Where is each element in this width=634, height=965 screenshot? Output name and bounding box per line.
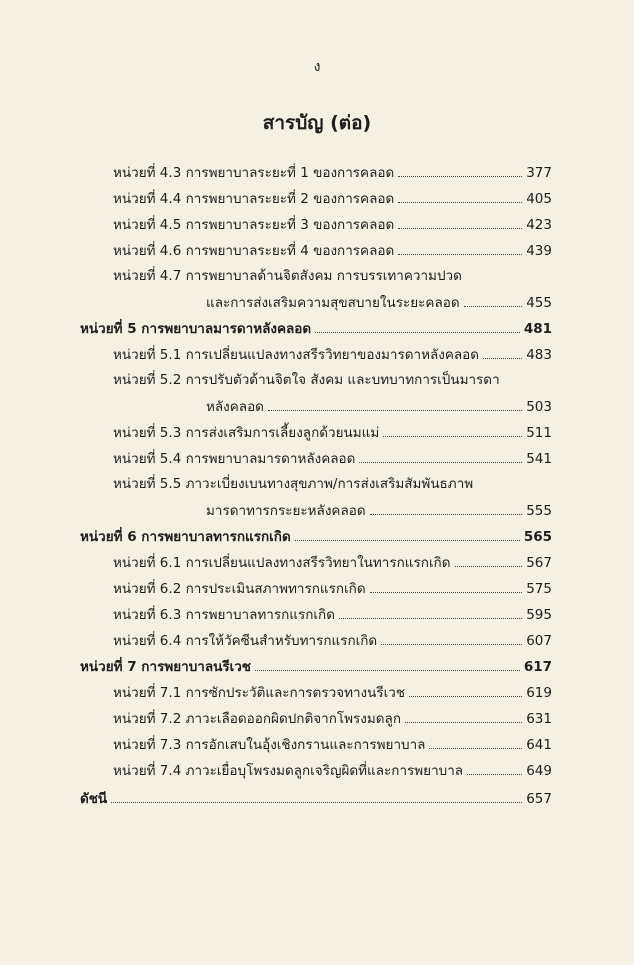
toc-entry [0, 472, 634, 496]
toc-entry [0, 654, 634, 678]
toc-entry-text: หน่วยที่ 5.1 การเปลี่ยนแปลงทางสรีรวิทยาของมารดาหลังคลอด [113, 347, 480, 363]
dot-leader [255, 654, 520, 671]
toc-entry [0, 212, 634, 236]
toc-entry [0, 394, 634, 418]
toc-entry-text: หน่วยที่ 5 การพยาบาลมารดาหลังคลอด [80, 321, 312, 337]
toc-entry [0, 524, 634, 548]
toc-entry-text: มารดาทารกระยะหลังคลอด [206, 503, 366, 519]
dot-leader [405, 706, 522, 723]
toc-entry [0, 420, 634, 444]
toc-entry-page: 555 [526, 503, 552, 519]
toc-entry-text: หน่วยที่ 5.2 การปรับตัวด้านจิตใจ สังคม และบทบาทการเป็นมารดา [113, 372, 500, 388]
toc-entry [0, 238, 634, 262]
toc-entry-page: 641 [526, 737, 552, 753]
toc-entry [0, 602, 634, 626]
page-title: สารบัญ (ต่อ) [262, 112, 372, 134]
toc-entry-text: หน่วยที่ 4.7 การพยาบาลด้านจิตสังคม การบรรเทาความปวด [113, 268, 462, 284]
dot-leader [370, 576, 523, 593]
toc-entry [0, 186, 634, 210]
toc-entry [0, 628, 634, 652]
toc-entry-text: หน่วยที่ 4.3 การพยาบาลระยะที่ 1 ของการคลอด [113, 165, 395, 181]
toc-entry-text: หน่วยที่ 7 การพยาบาลนรีเวช [80, 659, 251, 675]
toc-entry-text: หน่วยที่ 4.5 การพยาบาลระยะที่ 3 ของการคลอด [113, 217, 395, 233]
toc-entry-text: หน่วยที่ 7.3 การอักเสบในอุ้งเชิงกรานและการพยาบาล [113, 737, 426, 753]
dot-leader [429, 732, 522, 749]
toc-entry-page: 607 [526, 633, 552, 649]
page-number: ง [313, 59, 321, 75]
toc-entry-text: หน่วยที่ 6.4 การให้วัคซีนสำหรับทารกแรกเกิด [113, 633, 378, 649]
toc-entry [0, 160, 634, 184]
toc-entry-page: 567 [526, 555, 552, 571]
toc-entry-text: หน่วยที่ 5.3 การส่งเสริมการเลี้ยงลูกด้วยนมแม่ [113, 425, 380, 441]
dot-leader [383, 420, 522, 437]
toc-entry-page: 423 [526, 217, 552, 233]
toc-entry-page: 483 [526, 347, 552, 363]
dot-leader [409, 680, 522, 697]
toc-entry-text: หน่วยที่ 6.1 การเปลี่ยนแปลงทางสรีรวิทยาในทารกแรกเกิด [113, 555, 451, 571]
toc-entry-page: 595 [526, 607, 552, 623]
toc-entry-page: 511 [526, 425, 552, 441]
toc-entry [0, 758, 634, 782]
toc-entry-text: หน่วยที่ 7.1 การซักประวัติและการตรวจทางนรีเวช [113, 685, 405, 701]
toc-entry-text: หน่วยที่ 6.2 การประเมินสภาพทารกแรกเกิด [113, 581, 366, 597]
toc-entry [0, 706, 634, 730]
toc-entry-text: และการส่งเสริมความสุขสบายในระยะคลอด [206, 295, 460, 311]
dot-leader [359, 446, 522, 463]
dot-leader [370, 498, 523, 515]
dot-leader [268, 394, 522, 411]
toc-entry-page: 617 [523, 659, 552, 675]
toc-entry-page: 575 [526, 581, 552, 597]
toc-entry [0, 368, 634, 392]
toc-entry-page: 377 [526, 165, 552, 181]
toc-entry [0, 680, 634, 704]
toc-entry-text: หน่วยที่ 5.5 ภาวะเบี่ยงเบนทางสุขภาพ/การส่งเสริมสัมพันธภาพ [113, 476, 474, 492]
toc-entry [0, 290, 634, 314]
toc-entry [0, 732, 634, 756]
toc-entry-page: 657 [526, 791, 552, 807]
dot-leader [381, 628, 522, 645]
toc-entry [0, 264, 634, 288]
toc-entry [0, 576, 634, 600]
toc-entry-page: 631 [526, 711, 552, 727]
toc-entry-page: 619 [526, 685, 552, 701]
dot-leader [467, 758, 522, 775]
toc-entry-page: 405 [526, 191, 552, 207]
toc-entry [0, 786, 634, 810]
dot-leader [455, 550, 523, 567]
dot-leader [398, 186, 522, 203]
toc-entry [0, 446, 634, 470]
dot-leader [464, 290, 523, 307]
dot-leader [315, 316, 520, 333]
toc-entry-text: หน่วยที่ 7.2 ภาวะเลือดออกผิดปกติจากโพรงมดลูก [113, 711, 401, 727]
toc-entry-text: หน่วยที่ 7.4 ภาวะเยื่อบุโพรงมดลูกเจริญผิดที่และการพยาบาล [113, 763, 464, 779]
toc-entry [0, 550, 634, 574]
toc-entry [0, 498, 634, 522]
dot-leader [398, 160, 522, 177]
toc-entry-text: หน่วยที่ 6.3 การพยาบาลทารกแรกเกิด [113, 607, 335, 623]
dot-leader [295, 524, 520, 541]
toc-entry-text: ดัชนี [80, 791, 108, 807]
dot-leader [339, 602, 522, 619]
toc-entry-text: หลังคลอด [206, 399, 264, 415]
dot-leader [483, 342, 522, 359]
toc-entry [0, 342, 634, 366]
dot-leader [398, 212, 522, 229]
dot-leader [111, 786, 522, 803]
toc-entry-page: 481 [523, 321, 552, 337]
toc-entry-page: 565 [523, 529, 552, 545]
toc-entry-text: หน่วยที่ 5.4 การพยาบาลมารดาหลังคลอด [113, 451, 356, 467]
toc-entry-page: 455 [526, 295, 552, 311]
toc-entry-page: 649 [526, 763, 552, 779]
toc-entry-text: หน่วยที่ 4.4 การพยาบาลระยะที่ 2 ของการคลอด [113, 191, 395, 207]
toc-entry-page: 439 [526, 243, 552, 259]
toc-entry [0, 316, 634, 340]
toc-entry-text: หน่วยที่ 6 การพยาบาลทารกแรกเกิด [80, 529, 291, 545]
dot-leader [398, 238, 522, 255]
toc-entry-page: 541 [526, 451, 552, 467]
toc-entry-page: 503 [526, 399, 552, 415]
toc-entry-text: หน่วยที่ 4.6 การพยาบาลระยะที่ 4 ของการคลอด [113, 243, 395, 259]
